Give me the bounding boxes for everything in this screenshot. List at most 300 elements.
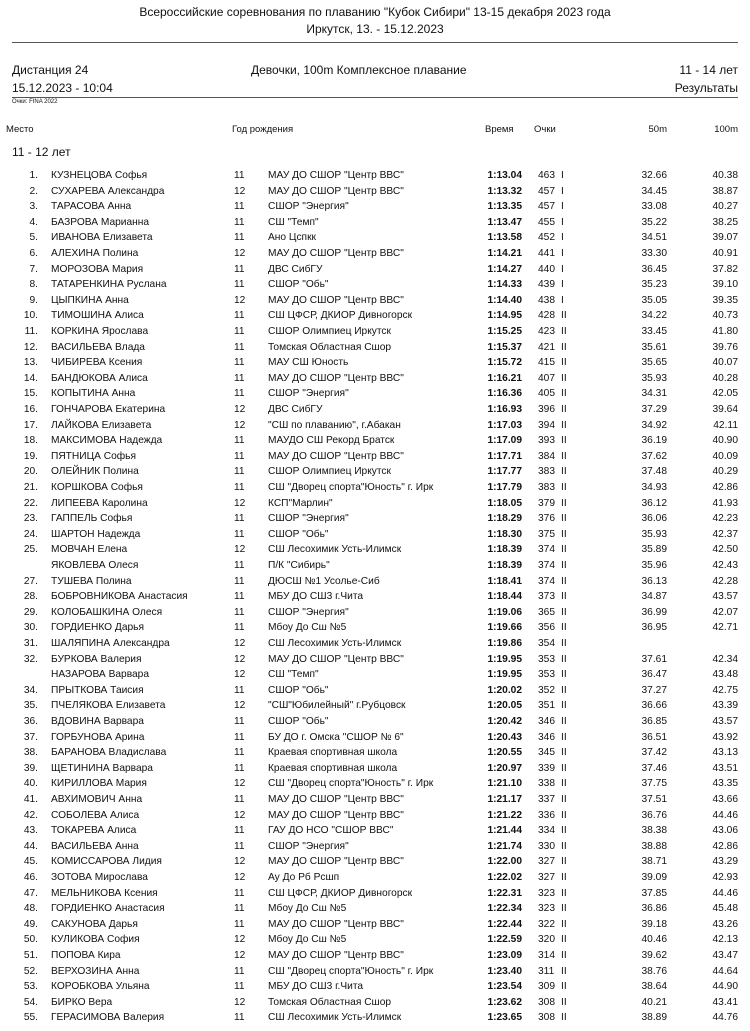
split-100: 42.28 [712, 575, 738, 587]
split-100: 42.23 [712, 513, 738, 525]
result-time: 1:23.54 [487, 981, 522, 993]
place: 34. [23, 684, 38, 696]
birth-year: 11 [234, 388, 245, 400]
points: 457 [538, 185, 555, 197]
birth-year: 12 [234, 638, 246, 649]
table-row [0, 732, 750, 747]
split-50: 33.45 [641, 326, 667, 337]
split-50: 37.85 [641, 887, 667, 899]
table-row [0, 654, 750, 669]
place: 42. [23, 809, 38, 821]
club-name: МАУ ДО СШОР "Центр ВВС" [268, 372, 404, 384]
rank-mark: II [561, 528, 567, 540]
birth-year: 11 [234, 622, 245, 634]
split-100: 42.13 [712, 934, 738, 946]
points: 415 [538, 357, 555, 369]
split-100: 40.38 [712, 170, 738, 181]
split-50: 37.75 [641, 778, 667, 790]
club-name: "СШ по плаванию", г.Абакан [268, 419, 401, 431]
split-100: 42.50 [712, 544, 738, 556]
result-time: 1:13.47 [487, 216, 522, 228]
table-row [0, 404, 750, 419]
points: 311 [538, 965, 555, 977]
athlete-name: ГОРБУНОВА Арина [51, 731, 145, 743]
result-time: 1:19.86 [487, 638, 522, 649]
points: 308 [538, 996, 555, 1008]
rank-mark: II [561, 1012, 567, 1024]
rank-mark: II [561, 700, 567, 712]
place: 10. [23, 310, 38, 322]
split-100: 42.37 [712, 528, 738, 540]
split-100: 40.09 [712, 450, 738, 462]
split-50: 36.13 [641, 575, 667, 587]
rank-mark: I [561, 216, 564, 228]
split-50: 34.51 [641, 232, 667, 244]
place: 22. [23, 497, 38, 509]
result-time: 1:20.43 [487, 731, 522, 743]
club-name: СШ Лесохимик Усть-Илимск [268, 1012, 402, 1024]
points: 327 [538, 856, 555, 868]
table-row [0, 466, 750, 481]
rank-mark: II [561, 965, 567, 977]
rank-mark: II [561, 606, 567, 618]
table-row [0, 326, 750, 341]
athlete-name: КОМИССАРОВА Лидия [51, 856, 162, 868]
split-50: 37.27 [641, 684, 667, 696]
split-100: 43.66 [712, 794, 738, 805]
result-time: 1:20.02 [487, 684, 522, 696]
table-row [0, 451, 750, 466]
result-time: 1:18.30 [487, 528, 522, 540]
birth-year: 11 [234, 263, 245, 275]
points: 365 [538, 606, 555, 618]
result-time: 1:16.93 [487, 404, 522, 415]
split-50: 35.93 [641, 372, 667, 384]
table-row [0, 888, 750, 903]
birth-year: 12 [234, 669, 246, 681]
result-time: 1:18.44 [487, 591, 522, 603]
table-row [0, 810, 750, 825]
athlete-name: БАНДЮКОВА Алиса [51, 372, 148, 384]
split-50: 36.45 [641, 263, 667, 275]
athlete-name: ГОРДИЕНКО Анастасия [51, 903, 165, 915]
club-name: П/К "Сибирь" [268, 560, 330, 571]
table-row [0, 279, 750, 294]
place: 9. [29, 294, 38, 306]
birth-year: 11 [234, 825, 245, 837]
birth-year: 12 [234, 248, 246, 259]
athlete-name: КОРШКОВА Софья [51, 482, 143, 493]
points: 345 [538, 747, 555, 759]
split-50: 36.51 [641, 731, 667, 743]
birth-year: 11 [234, 435, 245, 447]
athlete-name: ТОКАРЕВА Алиса [51, 825, 137, 837]
place: 53. [23, 981, 38, 993]
club-name: "СШ"Юбилейный" г.Рубцовск [268, 700, 406, 712]
birth-year: 11 [234, 560, 245, 571]
birth-year: 11 [234, 466, 245, 478]
split-100: 42.86 [712, 840, 738, 852]
result-time: 1:17.09 [487, 435, 522, 447]
rank-mark: II [561, 934, 567, 946]
points: 353 [538, 653, 555, 665]
result-time: 1:14.33 [487, 279, 522, 291]
athlete-name: АЛЕХИНА Полина [51, 248, 139, 259]
event-datetime: 15.12.2023 - 10:04 [12, 81, 113, 95]
birth-year: 11 [234, 326, 245, 337]
place: 50. [23, 934, 38, 946]
place: 12. [23, 341, 38, 353]
split-100: 42.07 [712, 606, 738, 618]
result-time: 1:18.41 [487, 575, 522, 587]
place: 7. [29, 263, 38, 275]
split-50: 35.61 [641, 341, 667, 353]
points: 373 [538, 591, 555, 603]
rank-mark: II [561, 560, 567, 571]
athlete-name: КОРОБКОВА Ульяна [51, 981, 150, 993]
rank-mark: II [561, 981, 567, 993]
points: 374 [538, 560, 555, 571]
result-time: 1:18.29 [487, 513, 522, 525]
points: 352 [538, 684, 555, 696]
club-name: МБУ ДО СШ3 г.Чита [268, 981, 364, 993]
athlete-name: НАЗАРОВА Варвара [51, 669, 149, 681]
result-time: 1:17.71 [487, 450, 522, 462]
place: 2. [29, 185, 38, 197]
birth-year: 11 [234, 606, 245, 618]
table-row [0, 482, 750, 497]
document-subtitle: Иркутск, 13. - 15.12.2023 [306, 22, 444, 36]
athlete-name: ЛАЙКОВА Елизавета [51, 419, 152, 431]
table-row [0, 747, 750, 762]
birth-year: 11 [234, 794, 245, 805]
points: 323 [538, 887, 555, 899]
birth-year: 11 [234, 840, 245, 852]
split-50: 37.48 [641, 466, 667, 478]
athlete-name: ОЛЕЙНИК Полина [51, 466, 139, 478]
result-time: 1:17.03 [487, 419, 522, 431]
result-time: 1:19.95 [487, 669, 522, 681]
athlete-name: БИРКО Вера [51, 996, 113, 1008]
split-100: 43.35 [712, 778, 738, 790]
result-time: 1:19.95 [487, 653, 522, 665]
split-100: 44.46 [712, 887, 738, 899]
club-name: МАУ ДО СШОР "Центр ВВС" [268, 950, 404, 961]
table-row [0, 1012, 750, 1027]
points: 407 [538, 372, 555, 384]
club-name: Краевая спортивная школа [268, 762, 398, 774]
club-name: СШОР Олимпиец Иркутск [268, 466, 391, 478]
athlete-name: АВХИМОВИЧ Анна [51, 794, 143, 805]
result-time: 1:13.35 [487, 201, 522, 213]
athlete-name: КОПЫТИНА Анна [51, 388, 136, 400]
place: 43. [23, 825, 38, 837]
table-row [0, 420, 750, 435]
split-100: 39.10 [712, 279, 738, 291]
athlete-name: ЧИБИРЕВА Ксения [51, 357, 143, 369]
document-title: Всероссийские соревнования по плаванию "Кубок Сибири" 13-15 декабря 2023 года [139, 5, 611, 19]
rank-mark: II [561, 840, 567, 852]
split-100: 44.90 [712, 981, 738, 993]
birth-year: 12 [234, 872, 246, 883]
col-header-split100: 100m [714, 124, 738, 135]
club-name: КСП"Марлин" [268, 497, 333, 509]
club-name: МАУ ДО СШОР "Центр ВВС" [268, 809, 404, 821]
split-100: 42.93 [712, 872, 738, 883]
place: 24. [23, 528, 38, 540]
result-time: 1:22.00 [487, 856, 522, 868]
split-50: 34.87 [641, 591, 667, 603]
rank-mark: I [561, 294, 564, 306]
athlete-name: ГОРДИЕНКО Дарья [51, 622, 144, 634]
split-100: 44.46 [712, 809, 738, 821]
table-row [0, 872, 750, 887]
rank-mark: II [561, 778, 567, 790]
birth-year: 11 [234, 747, 245, 759]
result-time: 1:23.09 [487, 950, 522, 961]
athlete-name: БАЗРОВА Марианна [51, 216, 150, 228]
rank-mark: II [561, 809, 567, 821]
table-row [0, 373, 750, 388]
rank-mark: II [561, 684, 567, 696]
club-name: МАУ СШ Юность [268, 357, 349, 369]
birth-year: 11 [234, 965, 245, 977]
split-100: 45.48 [712, 903, 738, 915]
result-time: 1:17.77 [487, 466, 522, 478]
birth-year: 12 [234, 856, 246, 868]
place: 47. [23, 887, 38, 899]
rank-mark: II [561, 872, 567, 883]
table-row [0, 576, 750, 591]
birth-year: 11 [234, 450, 245, 462]
points: 337 [538, 794, 555, 805]
athlete-name: ИВАНОВА Елизавета [51, 232, 153, 244]
rank-mark: I [561, 232, 564, 244]
result-time: 1:21.74 [487, 840, 522, 852]
athlete-name: МОВЧАН Елена [51, 544, 128, 556]
athlete-name: ТАТАРЕНКИНА Руслана [51, 279, 167, 291]
table-row [0, 919, 750, 934]
athlete-name: ВАСИЛЬЕВА Влада [51, 341, 145, 353]
split-100: 38.87 [712, 185, 738, 197]
place: 13. [23, 357, 38, 369]
rank-mark: II [561, 435, 567, 447]
place: 18. [23, 435, 38, 447]
table-row [0, 264, 750, 279]
points: 327 [538, 872, 555, 883]
table-row [0, 825, 750, 840]
rank-mark: II [561, 669, 567, 681]
table-row [0, 591, 750, 606]
place: 16. [23, 404, 38, 415]
rank-mark: II [561, 903, 567, 915]
club-name: СШ Лесохимик Усть-Илимск [268, 638, 402, 649]
table-row [0, 700, 750, 715]
split-50: 38.38 [641, 825, 667, 837]
result-time: 1:14.27 [487, 263, 522, 275]
points: 463 [538, 170, 555, 181]
club-name: Ау До Рб Рсшп [268, 872, 340, 883]
club-name: МАУ ДО СШОР "Центр ВВС" [268, 856, 404, 868]
split-100: 43.92 [712, 731, 738, 743]
points: 376 [538, 513, 555, 525]
table-row [0, 903, 750, 918]
split-100: 43.57 [712, 591, 738, 603]
points: 354 [538, 638, 555, 649]
points: 452 [538, 232, 555, 244]
result-time: 1:18.39 [487, 544, 522, 556]
split-100: 40.90 [712, 435, 738, 447]
points: 457 [538, 201, 555, 213]
result-time: 1:18.39 [487, 560, 522, 571]
club-name: СШОР "Обь" [268, 279, 329, 291]
club-name: СШОР "Энергия" [268, 201, 349, 213]
athlete-name: МЕЛЬНИКОВА Ксения [51, 887, 158, 899]
split-100: 40.27 [712, 201, 738, 213]
club-name: МАУ ДО СШОР "Центр ВВС" [268, 170, 404, 181]
place: 48. [23, 903, 38, 915]
result-time: 1:13.32 [487, 185, 522, 197]
athlete-name: ПОПОВА Кира [51, 950, 121, 961]
event-description: Девочки, 100m Комплексное плавание [251, 63, 467, 77]
table-row [0, 934, 750, 949]
birth-year: 12 [234, 294, 246, 306]
split-100: 43.48 [712, 669, 738, 681]
place: 38. [23, 747, 38, 759]
table-row [0, 560, 750, 575]
result-time: 1:20.05 [487, 700, 522, 712]
athlete-name: ВДОВИНА Варвара [51, 716, 144, 727]
split-100: 44.64 [712, 965, 738, 977]
result-time: 1:16.21 [487, 372, 522, 384]
result-time: 1:20.55 [487, 747, 522, 759]
club-name: МАУ ДО СШОР "Центр ВВС" [268, 185, 404, 197]
table-row [0, 981, 750, 996]
place: 44. [23, 840, 38, 852]
place: 27. [23, 575, 38, 587]
birth-year: 11 [234, 591, 245, 603]
rank-mark: I [561, 185, 564, 197]
table-row [0, 685, 750, 700]
result-time: 1:15.37 [487, 341, 522, 353]
points: 374 [538, 575, 555, 587]
athlete-name: КОЛОБАШКИНА Олеся [51, 606, 163, 618]
place: 21. [23, 482, 38, 493]
split-50: 40.46 [641, 934, 667, 946]
birth-year: 11 [234, 341, 245, 353]
table-row [0, 638, 750, 653]
result-time: 1:14.95 [487, 310, 522, 322]
rank-mark: I [561, 201, 564, 213]
points: 396 [538, 404, 555, 415]
split-50: 36.85 [641, 716, 667, 727]
athlete-name: ПЯТНИЦА Софья [51, 450, 136, 462]
points: 351 [538, 700, 555, 712]
birth-year: 11 [234, 903, 245, 915]
place: 55. [23, 1012, 38, 1024]
result-time: 1:22.34 [487, 903, 522, 915]
athlete-name: ШАЛЯПИНА Александра [51, 638, 170, 649]
athlete-name: ГАППЕЛЬ Софья [51, 513, 133, 525]
club-name: СШОР "Обь" [268, 684, 329, 696]
place: 52. [23, 965, 38, 977]
result-time: 1:22.44 [487, 918, 522, 930]
split-100: 40.73 [712, 310, 738, 322]
table-row [0, 607, 750, 622]
place: 25. [23, 544, 38, 556]
result-time: 1:19.66 [487, 622, 522, 634]
split-50: 35.89 [641, 544, 667, 556]
place: 31. [23, 638, 38, 649]
table-row [0, 435, 750, 450]
col-header-yob: Год рождения [232, 124, 294, 135]
split-100: 43.47 [712, 950, 738, 961]
rank-mark: II [561, 794, 567, 805]
rank-mark: II [561, 731, 567, 743]
points: 428 [538, 310, 555, 322]
split-50: 37.51 [641, 794, 667, 805]
club-name: МАУ ДО СШОР "Центр ВВС" [268, 653, 404, 665]
place: 15. [23, 388, 38, 400]
birth-year: 11 [234, 216, 245, 228]
place: 28. [23, 591, 38, 603]
split-50: 40.21 [641, 996, 667, 1008]
points: 383 [538, 466, 555, 478]
col-header-points: Очки [534, 124, 556, 135]
birth-year: 11 [234, 482, 245, 493]
club-name: СШ Лесохимик Усть-Илимск [268, 544, 402, 556]
points: 375 [538, 528, 555, 540]
points: 323 [538, 903, 555, 915]
club-name: МАУ ДО СШОР "Центр ВВС" [268, 794, 404, 805]
split-100: 39.07 [712, 232, 738, 244]
result-time: 1:21.22 [487, 809, 522, 821]
rank-mark: II [561, 310, 567, 322]
place: 35. [23, 700, 38, 712]
split-50: 37.62 [641, 450, 667, 462]
table-row [0, 170, 750, 185]
points: 438 [538, 294, 555, 306]
place: 32. [23, 653, 38, 665]
split-50: 36.95 [641, 622, 667, 634]
split-50: 36.86 [641, 903, 667, 915]
points: 441 [538, 248, 555, 259]
split-50: 35.23 [641, 279, 667, 291]
table-row [0, 669, 750, 684]
place: 5. [29, 232, 38, 244]
rank-mark: II [561, 918, 567, 930]
split-50: 39.18 [641, 918, 667, 930]
club-name: СШ "Темп" [268, 216, 319, 228]
athlete-name: САКУНОВА Дарья [51, 918, 138, 930]
athlete-name: МАКСИМОВА Надежда [51, 435, 163, 447]
result-time: 1:14.40 [487, 294, 522, 306]
club-name: СШ "Дворец спорта"Юность" г. Ирк [268, 778, 434, 790]
birth-year: 12 [234, 809, 246, 821]
result-time: 1:20.42 [487, 716, 522, 727]
birth-year: 12 [234, 544, 246, 556]
birth-year: 12 [234, 934, 246, 946]
result-time: 1:20.97 [487, 762, 522, 774]
split-50: 36.47 [641, 669, 667, 681]
split-50: 38.88 [641, 840, 667, 852]
club-name: Ано Цспкк [268, 232, 316, 244]
club-name: МАУДО СШ Рекорд Братск [268, 435, 395, 447]
birth-year: 11 [234, 372, 245, 384]
place: 36. [23, 716, 38, 727]
rank-mark: I [561, 263, 564, 275]
table-row [0, 232, 750, 247]
